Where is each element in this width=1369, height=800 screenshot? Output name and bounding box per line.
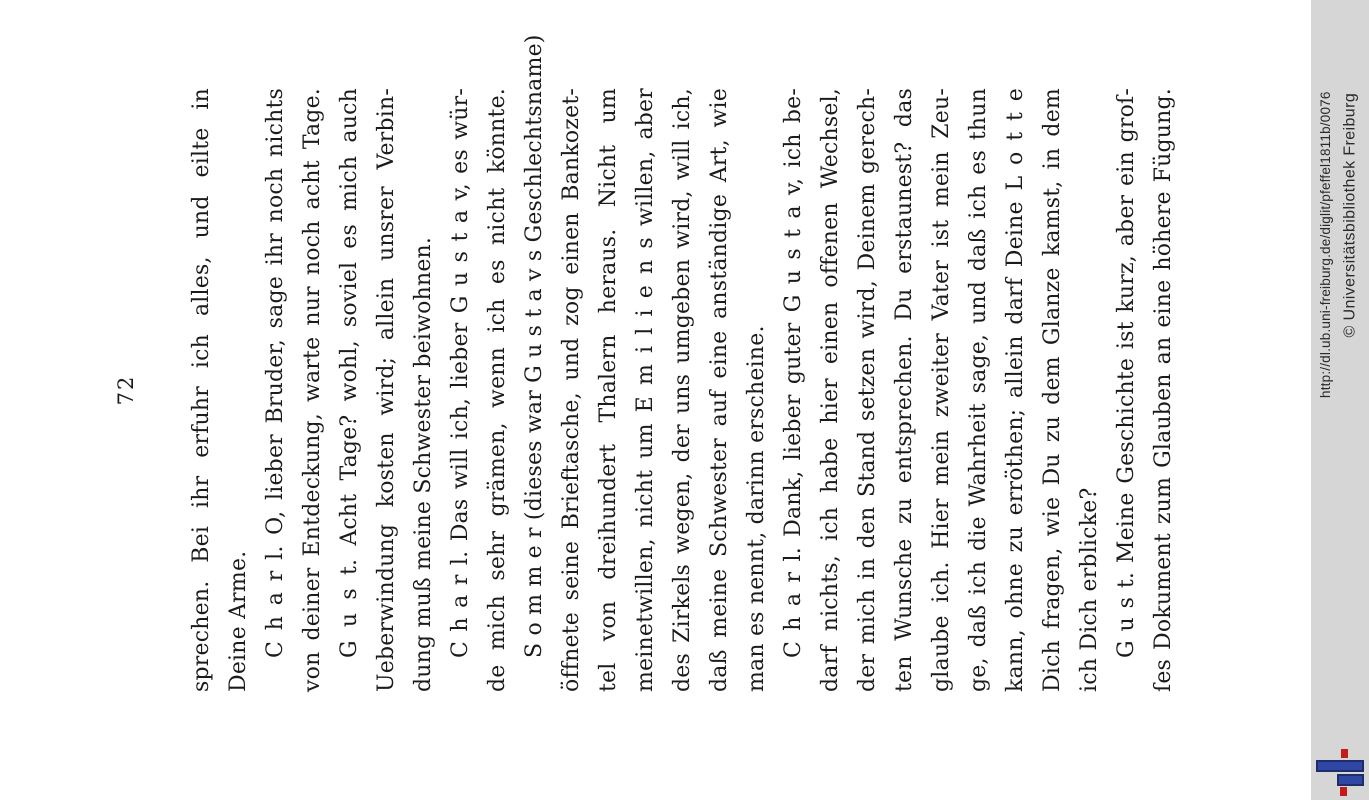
logo-red-dot-icon (1341, 749, 1348, 758)
logo-long-bar-icon (1316, 760, 1364, 772)
text-line: tel von dreihundert Thalern heraus. Nicht um (596, 88, 621, 692)
text-line: S o m m e r (dieses war G u s t a v s Geschlechtsname) (522, 34, 547, 658)
text-line: daß meine Schwester auf eine anständige Art, wie (707, 88, 732, 692)
page-text-block (183, 34, 1182, 692)
text-line: de mich sehr grämen, wenn ich es nicht könnte. (485, 88, 510, 692)
logo-short-bar-icon (1337, 774, 1364, 786)
text-line: sprechen. Bei ihr erfuhr ich alles, und eilte in (189, 88, 214, 692)
page-number: 72 (114, 374, 138, 406)
text-line: Dich fragen, wie Du zu dem Glanze kamst, in dem (1040, 88, 1065, 692)
text-line: C h a r l. Dank, lieber guter G u s t a v, ich be- (781, 88, 806, 658)
text-line: man es nennt, darinn erscheine. (744, 325, 769, 692)
ub-freiburg-logo (1311, 740, 1369, 800)
text-line: glaube ich. Hier mein zweiter Vater ist mein Zeu- (929, 88, 954, 692)
text-line: ſes Dokument zum Glauben an eine höhere Fügung. (1151, 88, 1176, 692)
text-line: G u s t. Meine Geschichte ist kurz, aber ein groſ- (1114, 88, 1139, 658)
text-line: ge, daß ich die Wahrheit sage, und daß ich es thun (966, 88, 991, 692)
text-line: des Zirkels wegen, der uns umgeben wird, will ich, (670, 88, 695, 692)
text-line: dung muß meine Schwester beiwohnen. (411, 236, 436, 692)
text-line: kann, ohne zu erröthen; allein darf Deine L o t t e (1003, 88, 1028, 692)
text-line: darf nichts, ich habe hier einen offenen Wechsel, (818, 88, 843, 692)
scanned-book-page (105, 34, 1209, 692)
text-line: G u s t. Acht Tage? wohl, soviel es mich auch (337, 88, 362, 658)
source-url-label: http://dl.ub.uni-freiburg.de/diglit/pfeffel1811b/0076 (1318, 91, 1333, 398)
copyright-label: © Universitätsbibliothek Freiburg (1341, 92, 1359, 338)
logo-red-dot-icon (1340, 787, 1347, 796)
text-line: öffnete seine Brieftasche, und zog einen Bankozet- (559, 88, 584, 692)
text-line: Ueberwindung kosten wird; allein unsrer Verbin- (374, 88, 399, 692)
text-line: C h a r l. Das will ich, lieber G u s t a v, es wür- (448, 88, 473, 658)
text-line: C h a r l. O, lieber Bruder, sage ihr noch nichts (263, 88, 288, 658)
text-line: meinetwillen, nicht um E m i l i e n s willen, aber (633, 88, 658, 692)
text-line: ten Wunsche zu entsprechen. Du erstaunest? das (892, 88, 917, 692)
text-line: Deine Arme. (226, 550, 251, 692)
text-line: ich Dich erblicke? (1077, 487, 1102, 692)
text-line: von deiner Entdeckung, warte nur noch acht Tage. (300, 88, 325, 692)
text-line: der mich in den Stand setzen wird, Deinem gerech- (855, 88, 880, 692)
